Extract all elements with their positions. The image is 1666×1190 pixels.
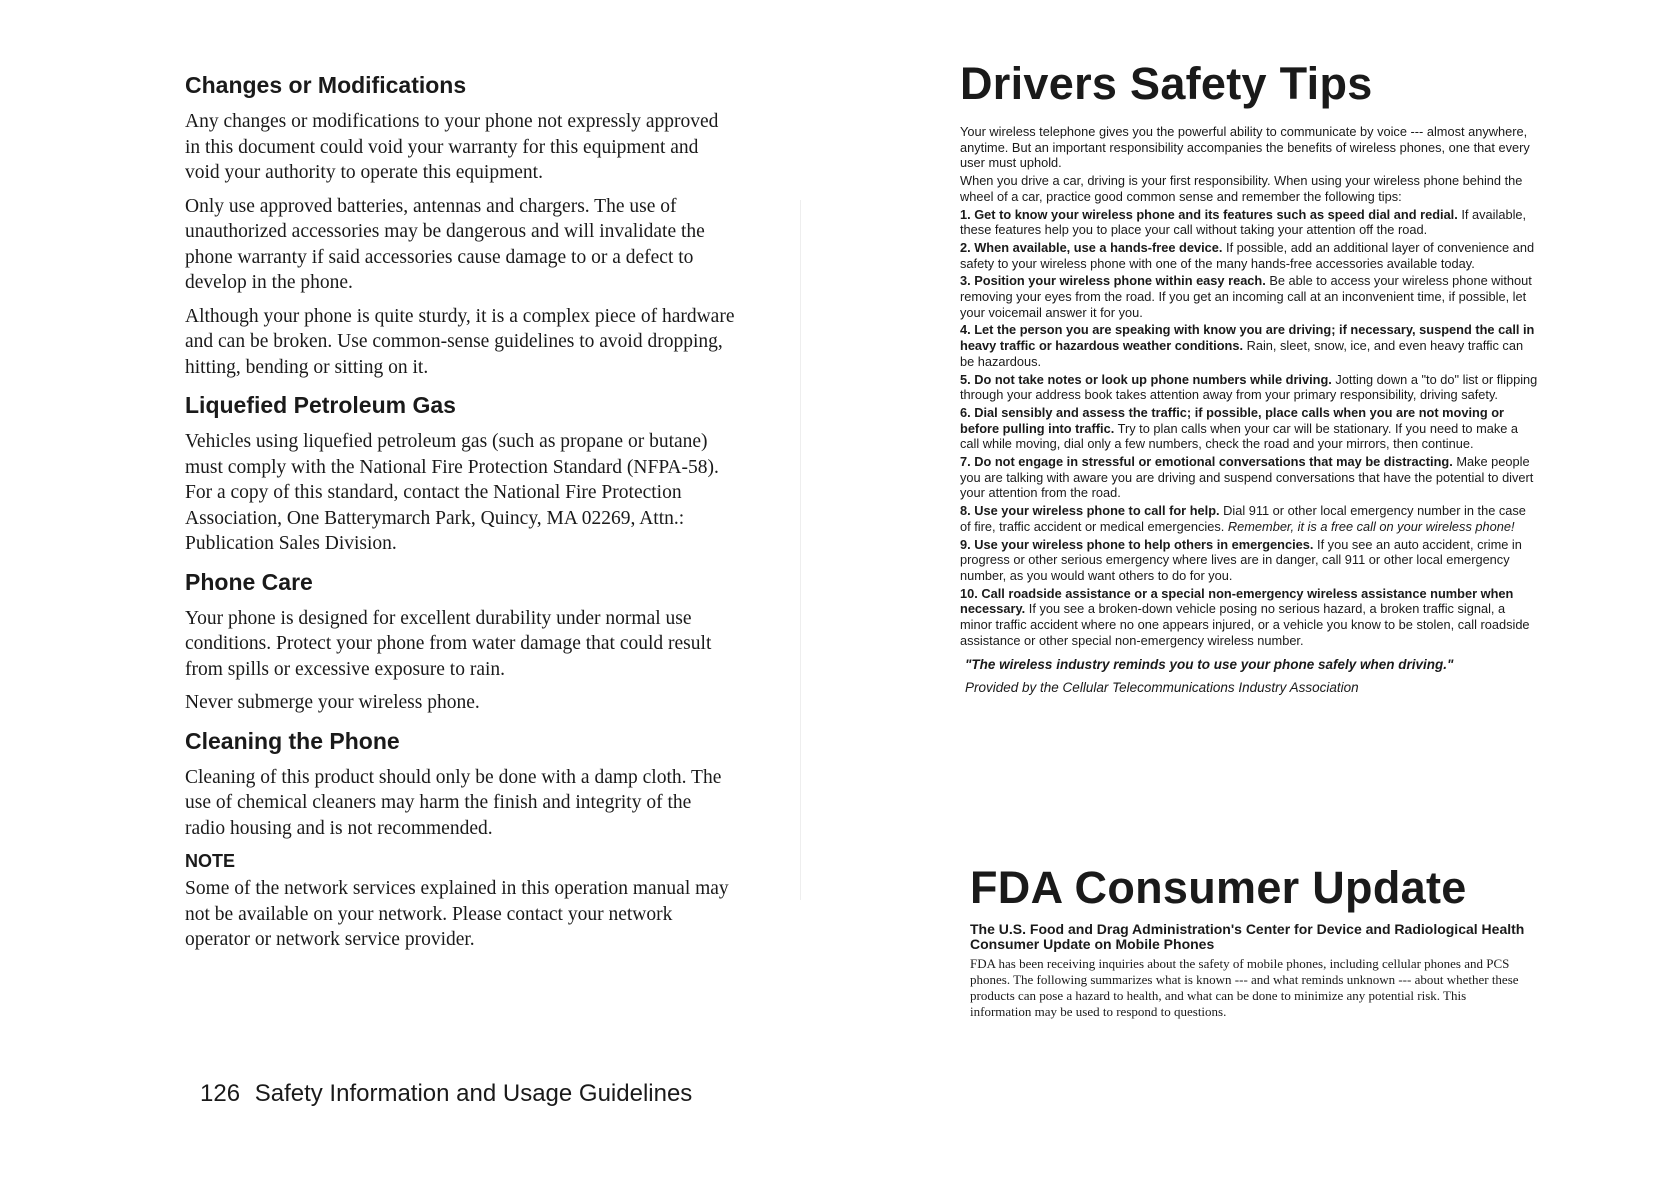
page-footer	[200, 1080, 692, 1108]
section-paragraph: Cleaning of this product should only be done with a damp cloth. The use of chemical cleaners may harm the finish and integrity of the radio housing and is not recommended.	[185, 766, 722, 839]
intro-paragraph: Your wireless telephone gives you the powerful ability to communicate by voice --- almost anywhere, anytime. But an important responsibility accompanies the benefits of wireless phones, one that every user must uphold.	[960, 124, 1530, 171]
tip-item	[960, 273, 1540, 320]
tip-text: If possible, add an additional layer of convenience and safety to your wireless phone with one of the many hands-free accessories available today.	[960, 239, 1535, 271]
tip-item	[960, 586, 1540, 649]
tip-heading: 3. Position your wireless phone within easy reach.	[960, 273, 1266, 289]
tip-heading: 7. Do not engage in stressful or emotional conversations that may be distracting.	[960, 454, 1453, 470]
fda-subtitle: The U.S. Food and Drag Administration's Center for Device and Radiological Health Consumer Update on Mobile Phones	[970, 921, 1525, 952]
section-paragraph: Any changes or modifications to your phone not expressly approved in this document could void your warranty for this equipment and void your authority to operate this equipment.	[185, 111, 719, 183]
section-paragraph: Vehicles using liquefied petroleum gas (such as propane or butane) must comply with the National Fire Protection Standard (NFPA-58). For a copy of this standard, contact the National Fire Protection Association, One Batterymarch Park, Quincy, MA 02269, Attn.: Publication Sales Division.	[185, 431, 719, 554]
tip-italic-text: Remember, it is a free call on your wireless phone!	[1227, 518, 1515, 534]
tip-item	[960, 537, 1540, 584]
tip-text: Be able to access your wireless phone without removing your eyes from the road. If you get an incoming call at an inconvenient time, if possible, let your voicemail answer it for you.	[960, 273, 1532, 320]
section-liquefied-petroleum-gas	[185, 392, 735, 557]
section-paragraph: Never submerge your wireless phone.	[185, 692, 480, 713]
tip-heading: 6. Dial sensibly and assess the traffic; if possible, place calls when you are not moving or before pulling into traffic.	[960, 404, 1505, 436]
left-page	[0, 0, 800, 1190]
section-heading: Liquefied Petroleum Gas	[185, 392, 456, 418]
section-paragraph: Your phone is designed for excellent durability under normal use conditions. Protect your phone from water damage that could result from spills or excessive exposure to rain.	[185, 607, 712, 680]
provided-by: Provided by the Cellular Telecommunications Industry Association	[965, 679, 1359, 695]
fda-body: FDA has been receiving inquiries about the safety of mobile phones, including cellular phones and PCS phones. The following summarizes what is known --- and what reminds unknown --- about whether these products can pose a hazard to health, and what can be done to minimize any potential risk. This information may be used to respond to questions.	[970, 956, 1519, 1019]
note-block	[185, 851, 735, 953]
tip-item	[960, 207, 1540, 238]
tip-text: If you see an auto accident, crime in progress or other serious emergency where lives are in danger, call 911 or other local emergency number, as you would want others to do for you.	[960, 536, 1522, 583]
drivers-safety-tips	[960, 58, 1540, 695]
section-cleaning-phone	[185, 728, 735, 842]
tip-heading: 1. Get to know your wireless phone and its features such as speed dial and redial.	[960, 206, 1458, 222]
tip-item	[960, 372, 1540, 403]
footer-title: Safety Information and Usage Guidelines	[254, 1080, 693, 1107]
right-page	[930, 0, 1538, 1190]
fda-consumer-update	[970, 862, 1530, 1020]
tip-item	[960, 322, 1540, 369]
tip-text: Try to plan calls when your car will be stationary. If you need to make a call while moving, dial only a few numbers, check the road and your mirrors, then continue.	[960, 420, 1519, 452]
page-number: 126	[200, 1080, 241, 1107]
tip-heading: 2. When available, use a hands-free device.	[960, 239, 1223, 255]
intro-paragraph: When you drive a car, driving is your first responsibility. When using your wireless phone behind the wheel of a car, practice good common sense and remember the following tips:	[960, 173, 1523, 204]
industry-quote: "The wireless industry reminds you to use your phone safely when driving."	[965, 656, 1454, 672]
tip-text: If available, these features help you to place your call without taking your attention off the road.	[960, 206, 1527, 238]
tip-text: If you see a broken-down vehicle posing no serious hazard, a broken traffic signal, a minor traffic accident where no one appears injured, or a vehicle you know to be stolen, call roadside assistance or other special non-emergency wireless number.	[960, 601, 1530, 648]
section-paragraph: Although your phone is quite sturdy, it is a complex piece of hardware and can be broken. Use common-sense guidelines to avoid dropping, hitting, bending or sitting on it.	[185, 305, 735, 378]
tip-item	[960, 240, 1540, 271]
section-phone-care	[185, 569, 735, 716]
tip-heading: 4. Let the person you are speaking with know you are driving; if necessary, suspend the call in heavy traffic or hazardous weather conditions.	[960, 322, 1535, 354]
section-heading: Changes or Modifications	[185, 72, 467, 98]
page-fold-divider	[800, 200, 801, 900]
tip-item	[960, 454, 1540, 501]
drivers-title: Drivers Safety Tips	[960, 58, 1373, 109]
tip-text: Jotting down a "to do" list or flipping through your address book takes attention away from your primary responsibility, driving safety.	[960, 371, 1538, 403]
section-paragraph: Only use approved batteries, antennas and chargers. The use of unauthorized accessories may be dangerous and will invalidate the phone warranty if said accessories cause damage to or a defect to develop in the phone.	[185, 195, 705, 293]
section-changes-modifications	[185, 72, 735, 380]
left-page-content	[185, 72, 735, 961]
tip-heading: 10. Call roadside assistance or a special non-emergency wireless assistance number when necessary.	[960, 585, 1514, 617]
tip-heading: 9. Use your wireless phone to help others in emergencies.	[960, 536, 1314, 552]
tip-item	[960, 503, 1540, 534]
note-text: Some of the network services explained in this operation manual may not be available on your network. Please contact your network operator or network service provider.	[185, 878, 729, 950]
section-heading: Cleaning the Phone	[185, 727, 400, 754]
fda-title: FDA Consumer Update	[970, 862, 1467, 913]
section-heading: Phone Care	[185, 568, 313, 595]
tip-text: Make people you are talking with aware you are driving and suspend conversations that have the potential to divert your attention from the road.	[960, 454, 1534, 501]
tip-text: Rain, sleet, snow, ice, and even heavy traffic can be hazardous.	[960, 338, 1524, 369]
tip-heading: 5. Do not take notes or look up phone numbers while driving.	[960, 371, 1332, 387]
tip-item	[960, 405, 1540, 452]
note-title: NOTE	[185, 851, 236, 871]
tip-heading: 8. Use your wireless phone to call for help.	[960, 503, 1220, 519]
tip-text: Dial 911 or other local emergency number in the case of fire, traffic accident or medical emergencies.	[960, 503, 1526, 534]
